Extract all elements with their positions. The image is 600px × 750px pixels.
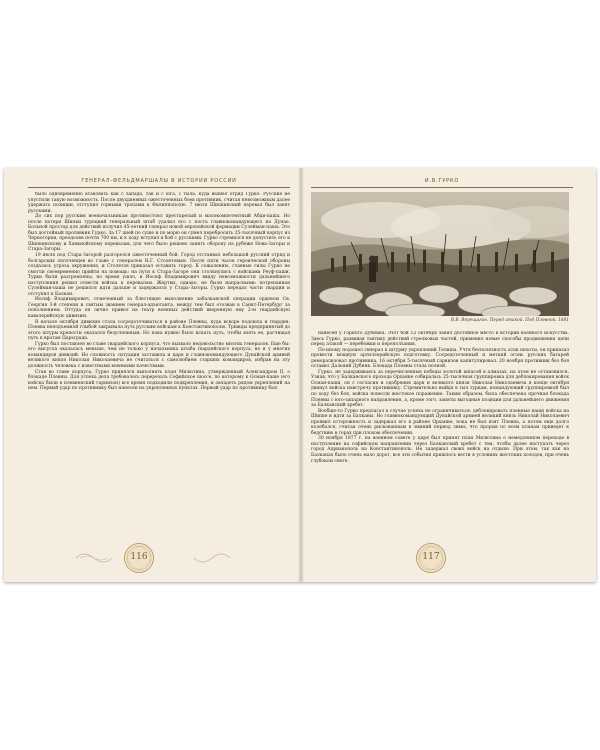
right-page-text <box>311 331 569 576</box>
paragraph: Вообще-то Гурко предлагал в случае успеха не ограничиваться: деблокировать пленные наши войска на Шипке и идти за Балканы. Но главнокомандующий Дунайской армией великий князь Николай Николаевич проявил осторожность и задержал его в районе Орхание, пока не был взят Плевна, а потом еще долго колебался, считая очень рискованным в зимний период зимы, что прорыв по всем планам приведет к бедствию в горах при плохом обеспечении. <box>311 408 569 436</box>
running-head-left: ГЕНЕРАЛ-ФЕЛЬДМАРШАЛЫ В ИСТОРИИ РОССИИ <box>81 178 237 184</box>
left-page <box>4 168 301 582</box>
painting-illustration <box>311 192 569 316</box>
paragraph: По-иному подошел генерал к штурму укреплений Телиша. Учтя бесполезность атак пехоты, он приказал провести мощную артиллерийскую подготовку. Сосредоточенный и меткий огонь русских батарей деморализовал противника, 16 октября 5-тысячный гарнизон капитулировал. 20 ноября противник без боя оставил Дальний Дубняк. Блокада Плевны стала полной. <box>311 347 569 370</box>
paragraph: нанесен у Горного Дубника. Этот бой 12 октября занял достойное место в истории военного искусства. Здесь Гурко, развивая тактику действий стрелковых частей, применил новые способы продвижения цепи перед атакой — перебежки и переползания. <box>311 331 569 348</box>
left-page-text <box>28 192 290 524</box>
flourish-ornament-left <box>74 548 114 568</box>
paragraph: 19 июля под Стара-Загорой разгорелся ожесточенный бой. Город отстаивал небольшой русский отряд и болгарских ополченцев во главе с генералом Н.Г. Столетовым. После пяти часов героической обороны создалась угроза окружения, и Столетов приказал оставить город. К сожалению, главные силы Гурко не смогли своевременно прийти на помощь: на пути к Стара-Загоре они столкнулись с войсками Реуф-паши. Турки были разгромлены, но время ушло, и Иосиф Владимирович ввиду невозможности дальнейшего наступления решил отвести войска к перевалам. Жертвы, однако, не были напрасными: потрепанная Сулейман-паша не решился идти дальше и задержался у Стара-Загоры. Гурко передал части гвардии и отступил к Балкан. <box>28 253 290 297</box>
page-number-medallion-left <box>123 542 155 574</box>
flourish-ornament-left-2 <box>192 548 232 568</box>
paragraph: Иосиф Владимирович, отмеченный за блестящее выполнение забалканской операции орденом Св. Георгия 3-й степени и святым званием генерал-адъютанта, между тем был отозван в Санкт-Петербург за пополнением. Оттуда он лично привел на театр военных действий вверенную ему 2-ю гвардейскую кавалерийскую дивизию. <box>28 297 290 320</box>
paragraph: 30 ноября 1877 г. на военном совете у царя был принят план Милютина о немедленном переходе в наступление на софийском направлении через Балканский хребет с тем, чтобы далее наступать через город Адрианополь на Константинополь. Не задержал своих войск на отдыхе. При этом, так как на Балканах было очень мало дорог, все эти события пришлось вести в условиях жестоких холодов, при очень глубоком снеге. <box>311 436 569 464</box>
illustration-caption: В.В. Верещагин. Перед атакой. Под Плевной. 1881 <box>450 318 569 323</box>
paragraph: было одновременно атаковать как с запада, так и с юга, с тыла, куда вышел отряд Гурко. Русские не упустили такую возможность. После двухдневных ожесточенных боев противник, считая невозможным далее удержать позиции, отступил горными тропами к Филиппополю. 7 июля Шипкинский перевал был занят русскими. <box>28 192 290 214</box>
header-rule-right <box>311 187 573 188</box>
page-number-left: 116 <box>130 552 148 562</box>
header-rule-left <box>28 187 290 188</box>
page-number-right: 117 <box>422 552 440 562</box>
paragraph: Гурко был поставлен во главе гвардейского корпуса, что вызвало недовольство многих генералов. Еще бы: его высусла оказалась меньше, чем не только у начальника штаба гвардейского корпуса, но и у многих командиров дивизий. Но сложность ситуации заставила и царя и главнокомандующего Дунайской армией великого князя Николая Николаевича не считаться с самолюбием старших командиров, избрав на эту должность человека с известными военными качествами. <box>28 341 290 369</box>
paragraph: В начале октября дивизия стала сосредоточиваться в районе Плевны, куда вскоре подошла и гвардия. Плевна неподъемной глыбой закрывала путь русским войскам к Константинополю. Трижды предпринятый до этого штурм крепости оказался безуспешным. Но пока нужно было искать путь, чтобы взять ее, расчищая путь к вратам Царьграда. <box>28 319 290 342</box>
paragraph: Гурко, не задерживаясь за перечисленные победы золотой шпагой в алмазах, на этом не остановился. Узнав, что у Балканского прохода Орхание собиралась 25-тысячная группировка для деблокирования войск Осман-паши, он с согласия и одобрения царя и великого князя Николая Николаевича в конце октября двинул войска навстречу противнику. Стремительно выйдя в тыл туркам, командующий группировкой был по ходу без боя, войска понесли жестокое поражение. Таким образом, была обеспечена прочная блокада Плевны с юго-западного направления, а, кроме того, заняты выгодные позиции для дальнейшего движения за Балканский хребет. <box>311 369 569 409</box>
page-number-medallion-right <box>415 542 447 574</box>
running-head-right: И.В.ГУРКО <box>424 178 460 184</box>
right-page <box>301 168 596 582</box>
paragraph: Став во главе корпуса, Гурко принялся выполнять план Милютина, утвержденный Александром II, о блокаде Плевны. Для успеха дела требовалось перерезать Софийское шоссе, по которому к Осман-паше (его войска были в плевненский гарнизон) все время подходили подкрепления, и овладеть рядом укреплений на нем. Первый удар по противнику был нанесен на укрепленных пунктах. Первый удар по противнику был <box>28 369 290 392</box>
paragraph: До сих пор русским военачальникам противостоял престарелый и малокомпетентный Абди-паша. Но после потери Шипки турецкий генеральный штаб удалил его с поста главнокомандующего на Дунае. Больной простор для действий получил 45-летний генерал новой европейской формации Сулейман-паша. Это был достойный противник Гурко. За 17 дней по суше и по морю он сумел перебросить 25-тысячный корпус из Черногории, преодолев почти 700 км, и к ходу вступил в бой с русскими. Гурко стремился не допустить его к Шипкинскому и Ханкиойскому перевалам, для чего было решено занять оборону на рубеже Нова-Загоры и Стара-Загоры. <box>28 214 290 253</box>
book-spread <box>4 168 596 582</box>
